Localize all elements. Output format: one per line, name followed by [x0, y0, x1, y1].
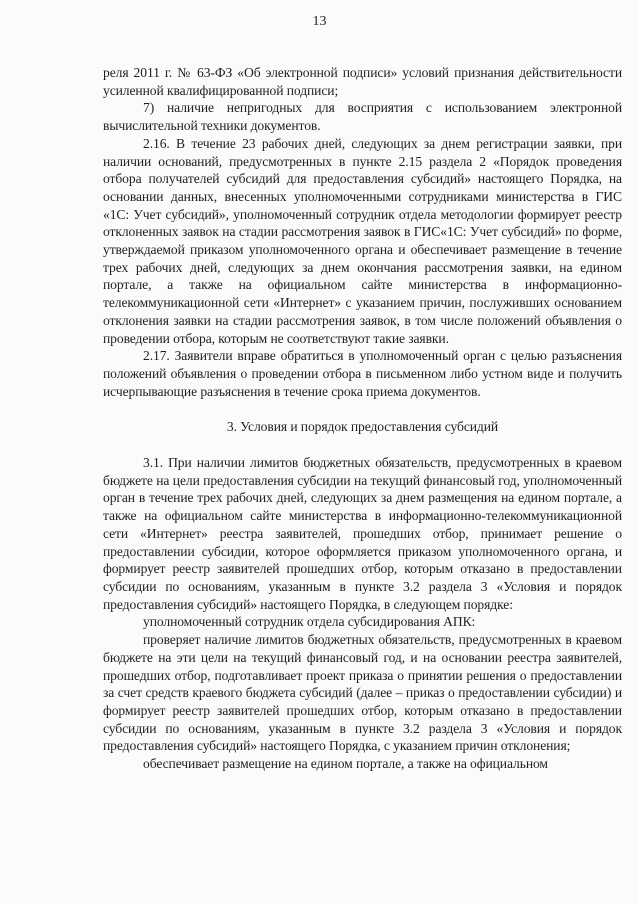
section-3-title: 3. Условия и порядок предоставления субсидий [226, 419, 499, 435]
spacer [103, 436, 622, 454]
paragraph-item-7: 7) наличие непригодных для восприятия с использованием электронной вычислительной техники документов. [103, 100, 622, 134]
paragraph-checks-limits: проверяет наличие лимитов бюджетных обязательств, предусмотренных в краевом бюджете на эти цели на текущий финансовый год, и на основании реестра заявителей, прошедших отбор, подготавливает проект приказа о принятии решения о предоставлении за счет средств краевого бюджета субсидий (далее – приказ о предоставлении субсидии) и формирует реестр заявителей прошедших отбор, которым отказано в предоставлении субсидии по основаниям, указанным в пункте 3.2 раздела 3 «Условия и порядок предоставления субсидий» настоящего Порядка, с указанием причин отклонения; [103, 632, 622, 754]
page-number: 13 [312, 14, 327, 29]
paragraph-continuation: реля 2011 г. № 63-ФЗ «Об электронной подписи» условий признания действительности усиленной квалифицированной подписи; [103, 65, 622, 98]
document-body [103, 64, 622, 773]
paragraph-2-17: 2.17. Заявители вправе обратиться в уполномоченный орган с целью разъяснения положений объявления о проведении отбора в письменном либо устном виде и получить исчерпывающие разъяснения в течение срока приема документов. [103, 348, 622, 399]
paragraph-apk-officer: уполномоченный сотрудник отдела субсидирования АПК: [143, 614, 476, 630]
paragraph-2-16: 2.16. В течение 23 рабочих дней, следующих за днем регистрации заявки, при наличии оснований, предусмотренных в пункте 2.15 раздела 2 «Порядок проведения отбора получателей субсидий для предоставления субсидий» настоящего Порядка, на основании данных, внесенных уполномоченными сотрудниками министерства в ГИС «1С: Учет субсидий», уполномоченный сотрудник отдела методологии формирует реестр отклоненных заявок на стадии рассмотрения заявок в ГИС«1С: Учет субсидий» по форме, утверждаемой приказом уполномоченного органа и обеспечивает размещение в течение трех рабочих дней, следующих за днем окончания рассмотрения заявки, на едином портале, а также на официальном сайте министерства в информационно-телекоммуникационной сети «Интернет» с указанием причин, послуживших основанием отклонения заявки на стадии рассмотрения заявок, в том числе положений объявления о проведении отбора, которым не соответствуют такие заявки. [103, 135, 622, 346]
paragraph-3-1: 3.1. При наличии лимитов бюджетных обязательств, предусмотренных в краевом бюджете на цели предоставления субсидии на текущий финансовый год, уполномоченный орган в течение трех рабочих дней, следующих за днем размещения на едином портале, а также на официальном сайте министерства в информационно-телекоммуникационной сети «Интернет» реестра заявителей, прошедших отбор, принимает решение о предоставлении субсидии, которое оформляется приказом уполномоченного органа, и формирует реестр заявителей прошедших отбор, которым отказано в предоставлении субсидии по основаниям, указанным в пункте 3.2 раздела 3 «Условия и порядок предоставления субсидий» настоящего Порядка, в следующем порядке: [103, 455, 622, 612]
spacer [103, 400, 622, 418]
paragraph-ensures-publication: обеспечивает размещение на едином портале, а также на официальном [143, 756, 548, 772]
